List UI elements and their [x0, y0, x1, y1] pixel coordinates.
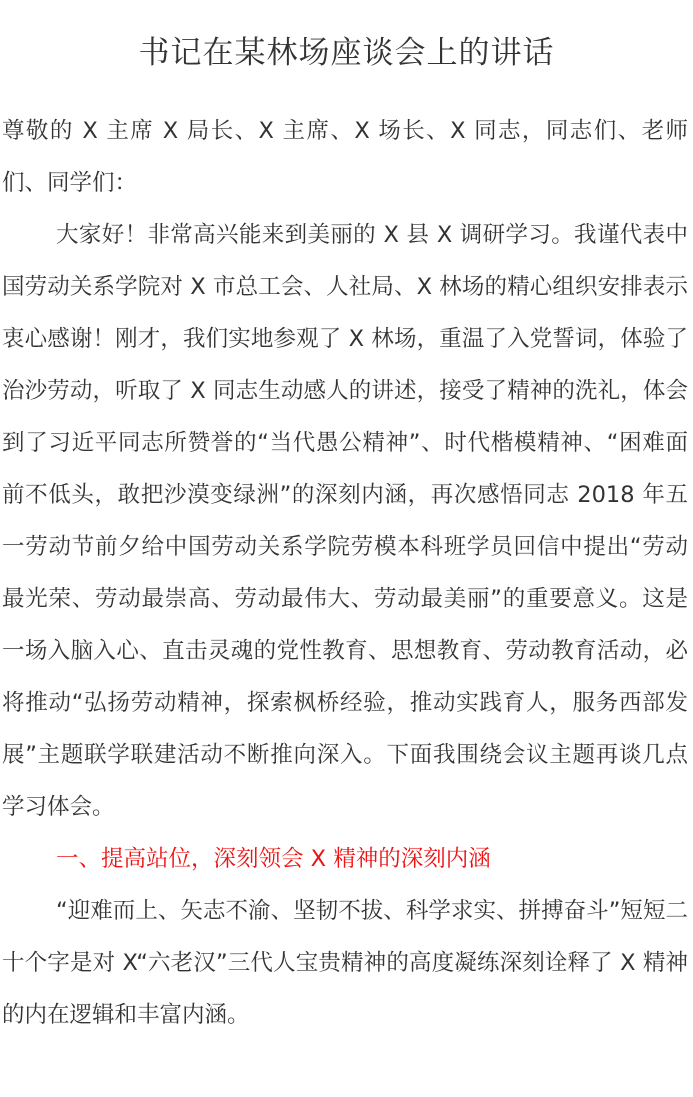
paragraph-section-1: “迎难而上、矢志不渝、坚韧不拔、科学求实、拼搏奋斗”短短二十个字是对 X“六老汉”三代人宝贵精神的高度凝练深刻诠释了 X 精神的内在逻辑和丰富内涵。 — [2, 898, 688, 1028]
section-heading: 一、提高站位，深刻领会 X 精神的深刻内涵 — [56, 846, 491, 872]
salutation: 尊敬的 X 主席 X 局长、X 主席、X 场长、X 同志，同志们、老师们、同学们： — [2, 118, 688, 196]
document-title: 书记在某林场座谈会上的讲话 — [138, 35, 555, 71]
document-body — [2, 105, 688, 1041]
paragraph-opening: 大家好！非常高兴能来到美丽的 X 县 X 调研学习。我谨代表中国劳动关系学院对 X 市总工会、人社局、X 林场的精心组织安排表示衷心感谢！刚才，我们实地参观了 X 林场，重温了入党誓词，体验了治沙劳动，听取了 X 同志生动感人的讲述，接受了精神的洗礼，体会到了习近平同志所赞誉的“当代愚公精神”、时代楷模精神、“困难面前不低头，敢把沙漠变绿洲”的深刻内涵，再次感悟同志 2018 年五一劳动节前夕给中国劳动关系学院劳模本科班学员回信中提出“劳动最光荣、劳动最崇高、劳动最伟大、劳动最美丽”的重要意义。这是一场入脑入心、直击灵魂的党性教育、思想教育、劳动教育活动，必将推动“弘扬劳动精神，探索枫桥经验，推动实践育人，服务西部发展”主题联学联建活动不断推向深入。下面我围绕会议主题再谈几点学习体会。 — [2, 222, 688, 820]
